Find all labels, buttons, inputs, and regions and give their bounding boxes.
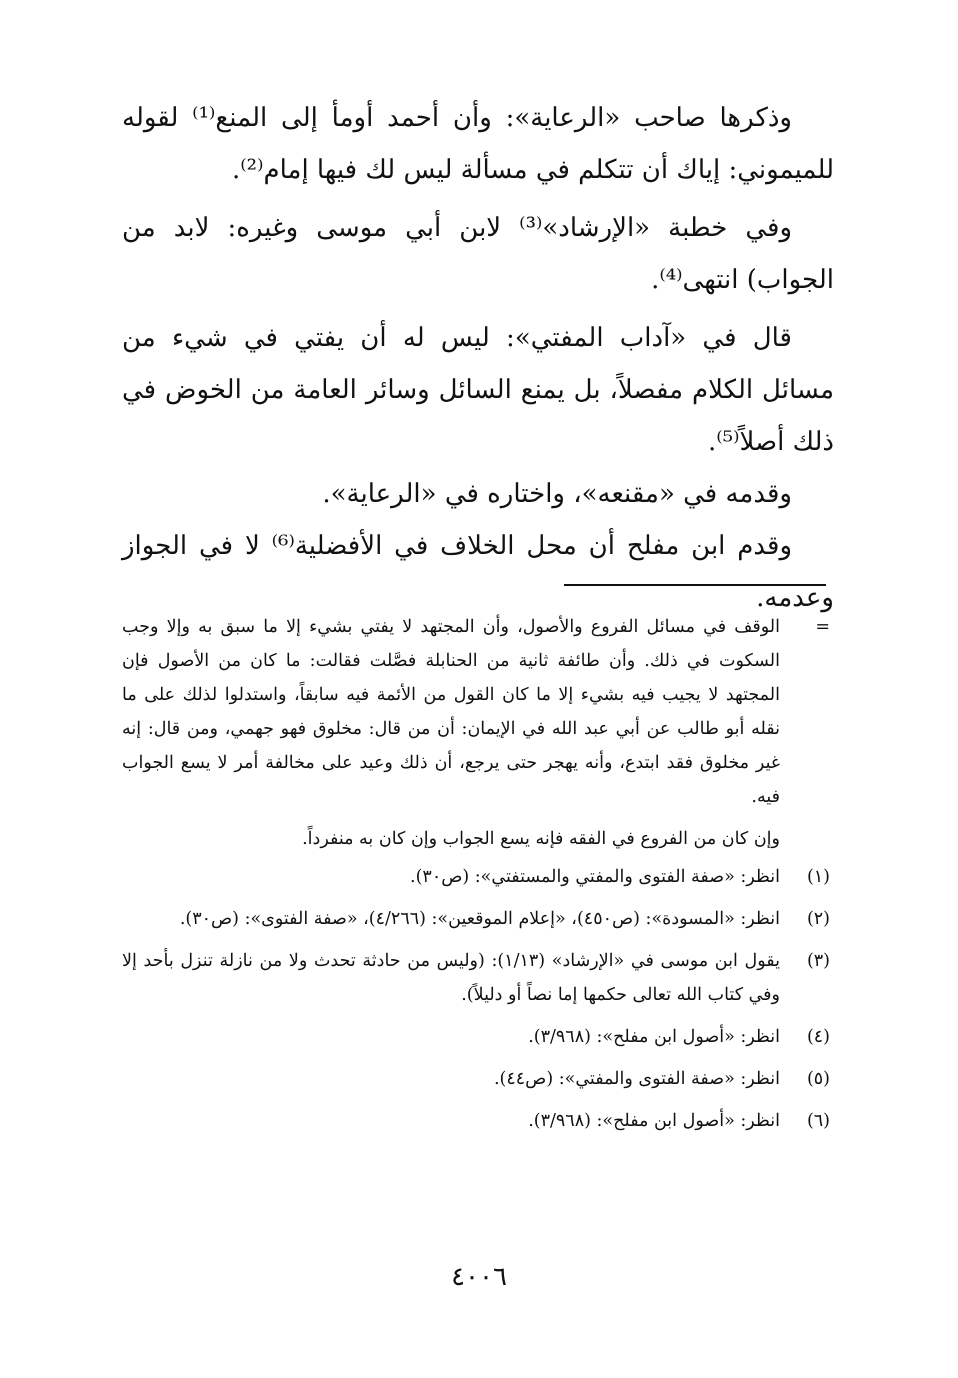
- footnote-text: انظر: «المسودة»: (ص٤٥٠)، «إعلام الموقعين»: (٤/٢٦٦)، «صفة الفتوى»: (ص٣٠).: [179, 909, 780, 929]
- footnote-text: انظر: «أصول ابن مفلح»: (٣/٩٦٨).: [528, 1027, 780, 1047]
- footnote-text: انظر: «أصول ابن مفلح»: (٣/٩٦٨).: [528, 1111, 780, 1131]
- continuation-marker: =: [815, 617, 830, 637]
- footnote-number: (٦): [806, 1111, 830, 1131]
- footnote-continued: [122, 610, 834, 814]
- footnote-number: (٤): [806, 1027, 830, 1047]
- footnote-text: انظر: «صفة الفتوى والمفتي»: (ص٤٤).: [493, 1069, 780, 1089]
- footnote-number: (١): [806, 867, 830, 887]
- footnote-text: انظر: «صفة الفتوى والمفتي والمستفتي»: (ص٣٠).: [410, 867, 780, 887]
- paragraph-1: وذكرها صاحب «الرعاية»: وأن أحمد أومأ إلى المنع⁽¹⁾ لقوله للميموني: إياك أن تتكلم في مسألة ليس لك فيها إمام⁽²⁾.: [122, 103, 834, 185]
- footnote-4: [122, 1020, 834, 1054]
- footnote-5: [122, 1062, 834, 1096]
- paragraph-4: وقدمه في «مقنعه»، واختاره في «الرعاية».: [322, 479, 792, 509]
- paragraph-3: قال في «آداب المفتي»: ليس له أن يفتي في شيء من مسائل الكلام مفصلاً، بل يمنع السائل وسائر العامة من الخوض في ذلك أصلاً⁽⁵⁾.: [122, 323, 834, 457]
- footnotes: [122, 610, 834, 1146]
- page-number: ٤٠٠٦: [451, 1262, 507, 1292]
- footnote-continued-last: وإن كان من الفروع في الفقه فإنه يسع الجواب وإن كان به منفرداً.: [302, 829, 780, 849]
- footnote-2: [122, 902, 834, 936]
- footnote-number: (٥): [806, 1069, 830, 1089]
- footnote-separator: [564, 584, 826, 586]
- footnote-text: يقول ابن موسى في «الإرشاد» (١/١٣): (وليس من حادثة تحدث ولا من نازلة تنزل بأحد إلا وفي كتاب الله تعالى حكمها إما نصاً أو دليلاً).: [122, 951, 780, 1005]
- footnote-3: [122, 944, 834, 1012]
- main-text: [122, 92, 834, 624]
- footnote-number: (٢): [806, 909, 830, 929]
- footnote-1: [122, 860, 834, 894]
- footnote-number: (٣): [806, 951, 830, 971]
- paragraph-5: وقدم ابن مفلح أن محل الخلاف في الأفضلية⁽⁶⁾ لا في الجواز وعدمه.: [122, 531, 834, 613]
- footnote-6: [122, 1104, 834, 1138]
- footnote-continued-text: الوقف في مسائل الفروع والأصول، وأن المجتهد لا يفتي بشيء إلا ما سبق به وإلا وجب السكوت في ذلك. وأن طائفة ثانية من الحنابلة فصَّلت فقالت: ما كان من الأصول فإن المجتهد لا يجيب فيه بشيء إلا ما كان القول من الأئمة فيه سابقاً، واستدلوا لذلك على ما نقله أبو طالب عن أبي عبد الله في الإيمان: أن من قال: مخلوق فهو جهمي، ومن قال: إنه غير مخلوق فقد ابتدع، وأنه يهجر حتى يرجع، أن ذلك وعيد على مخالفة أمر لا يسع الجواب فيه.: [122, 617, 780, 807]
- paragraph-2: وفي خطبة «الإرشاد»⁽³⁾ لابن أبي موسى وغيره: لابد من الجواب) انتهى⁽⁴⁾.: [122, 213, 834, 295]
